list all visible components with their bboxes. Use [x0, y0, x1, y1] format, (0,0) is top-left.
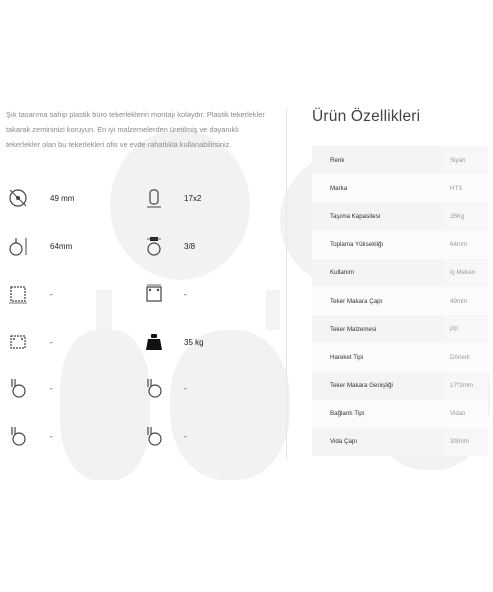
screw-thread-icon [142, 234, 166, 258]
feature-key: Teker Makara Çapı [312, 287, 442, 315]
feature-key: Hareket Tipi [312, 343, 442, 371]
background-caster-image [60, 330, 150, 480]
table-row [312, 343, 488, 371]
feature-value: Siyah [442, 146, 488, 174]
table-row [312, 146, 488, 174]
spec-value-brake: - [184, 432, 187, 441]
section-divider [286, 108, 287, 460]
table-row [312, 174, 488, 202]
table-row [312, 400, 488, 428]
feature-key: Renk [312, 146, 442, 174]
table-row [312, 287, 488, 315]
plate-hole-spacing-icon [142, 282, 166, 306]
table-row [312, 231, 488, 259]
feature-key: Toplama Yüksekliği [312, 231, 442, 259]
offset-height-icon [142, 376, 166, 400]
load-weight-icon [142, 330, 166, 354]
feature-value: 35Kg [442, 202, 488, 230]
features-title: Ürün Özellikleri [312, 108, 421, 125]
feature-value: 64mm [442, 231, 488, 259]
feature-value: PP [442, 315, 488, 343]
spec-value-wheel-width: 17x2 [184, 194, 202, 203]
spec-value-load-weight: 35 kg [184, 338, 204, 347]
table-row [312, 202, 488, 230]
feature-value: 3/8mm [442, 428, 488, 456]
plate-size-icon [6, 282, 30, 306]
table-row [312, 372, 488, 400]
feature-key: Vida Çapı [312, 428, 442, 456]
feature-key: Kullanım [312, 259, 442, 287]
spec-value-offset-height: - [184, 384, 187, 393]
feature-value: HTS [442, 174, 488, 202]
feature-key: Marka [312, 174, 442, 202]
table-row [312, 259, 488, 287]
feature-key: Teker Malzemesi [312, 315, 442, 343]
feature-key: Teker Makara Genişliği [312, 372, 442, 400]
feature-value: Vidalı [442, 400, 488, 428]
feature-key: Bağlantı Tipi [312, 400, 442, 428]
total-height-icon [6, 234, 30, 258]
brake-icon [142, 424, 166, 448]
features-table [312, 146, 488, 456]
table-row [312, 315, 488, 343]
table-row [312, 428, 488, 456]
wheel-width-icon [142, 186, 166, 210]
swivel-radius-icon [6, 424, 30, 448]
spec-value-offset: - [50, 384, 53, 393]
spec-value-wheel-diameter: 49 mm [50, 194, 75, 203]
spec-value-plate-hole: - [50, 338, 53, 347]
feature-key: Taşıma Kapasitesi [312, 202, 442, 230]
spec-value-total-height: 64mm [50, 242, 73, 251]
background-caster-image [110, 130, 250, 280]
feature-value: Dönerli [442, 343, 488, 371]
background-caster-stem [266, 290, 280, 330]
spec-value-swivel-radius: - [50, 432, 53, 441]
product-description: Şık tasarıma sahip plastik büro tekerleklerin montajı kolaydır. Plastik tekerlekler takarak zemininizi koruyun. En iyi malzemelerden üretilmiş ve dayanıklı tekerlekler olan bu tekerlekleri ofis ve evde rahatlıkla kullanabilirsiniz. [6, 110, 265, 149]
feature-value: 49mm [442, 287, 488, 315]
plate-hole-icon [6, 330, 30, 354]
offset-icon [6, 376, 30, 400]
spec-value-plate-size: - [50, 290, 53, 299]
feature-value: İç Mekan [442, 259, 488, 287]
wheel-diameter-icon [6, 186, 30, 210]
spec-value-plate-hole-spacing: - [184, 290, 187, 299]
feature-value: 17*2mm [442, 372, 488, 400]
background-caster-stem [96, 290, 112, 330]
background-caster-image [170, 330, 290, 480]
spec-value-screw-thread: 3/8 [184, 242, 196, 251]
